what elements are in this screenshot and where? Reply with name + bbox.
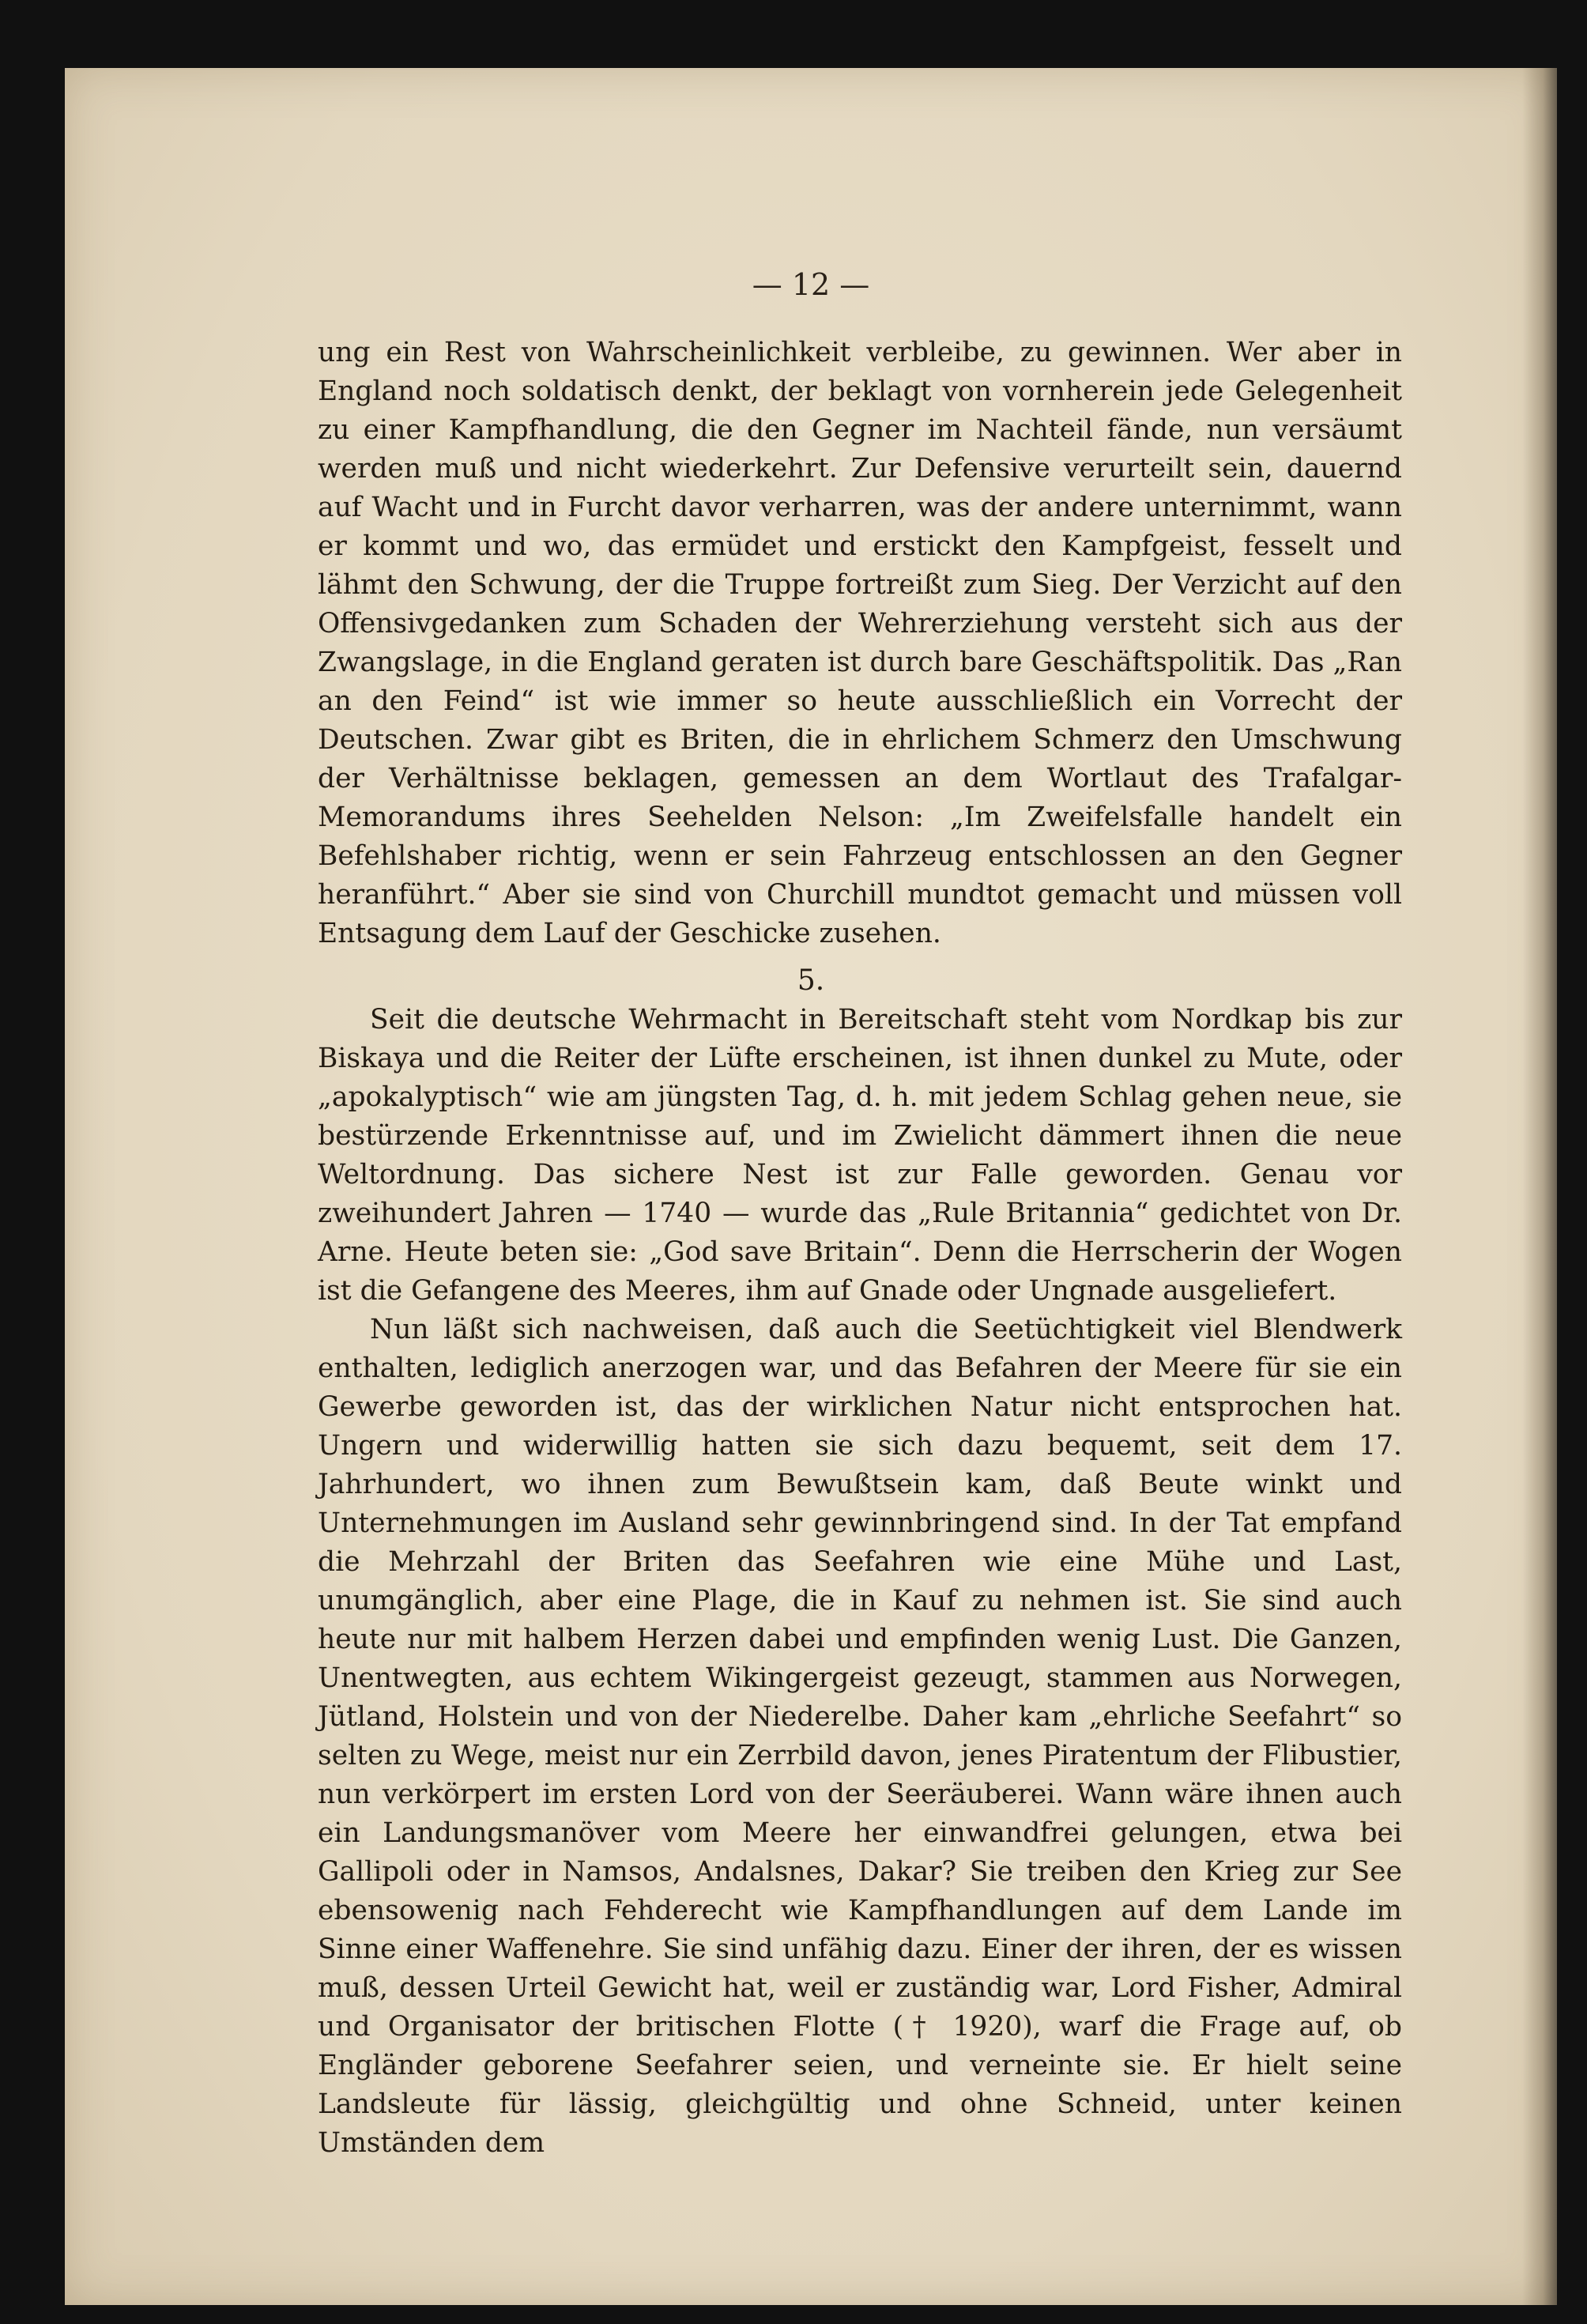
section-4-text: [318, 334, 1402, 953]
page-spine-shadow: [1522, 68, 1557, 2305]
paragraph: Seit die deutsche Wehrmacht in Bereitschaft steht vom Nordkap bis zur Biskaya und die Reiter der Lüfte erscheinen, ist ihnen dunkel zu Mute, oder „apokalyptisch“ wie am jüngsten Tag, d. h. mit jedem Schlag gehen neue, sie bestürzende Erkenntnisse auf, und im Zwielicht dämmert ihnen die neue Weltordnung. Das sichere Nest ist zur Falle geworden. Genau vor zweihundert Jahren — 1740 — wurde das „Rule Britannia“ gedichtet von Dr. Arne. Heute beten sie: „God save Britain“. Denn die Herrscherin der Wogen ist die Gefangene des Meeres, ihm auf Gnade oder Ungnade ausgeliefert.: [318, 1004, 1402, 1307]
paragraph: ung ein Rest von Wahrscheinlichkeit verbleibe, zu gewinnen. Wer aber in England noch soldatisch denkt, der beklagt von vornherein jede Gelegenheit zu einer Kampfhandlung, die den Gegner im Nachteil fände, nun versäumt werden muß und nicht wiederkehrt. Zur Defensive verurteilt sein, dauernd auf Wacht und in Furcht davor verharren, was der andere unternimmt, wann er kommt und wo, das ermüdet und erstickt den Kampfgeist, fesselt und lähmt den Schwung, der die Truppe fortreißt zum Sieg. Der Verzicht auf den Offensivgedanken zum Schaden der Wehrerziehung versteht sich aus der Zwangslage, in die England geraten ist durch bare Geschäftspolitik. Das „Ran an den Feind“ ist wie immer so heute ausschließlich ein Vorrecht der Deutschen. Zwar gibt es Briten, die in ehrlichem Schmerz den Umschwung der Verhältnisse beklagen, gemessen an dem Wortlaut des Trafalgar-Memorandums ihres Seehelden Nelson: „Im Zweifelsfalle handelt ein Befehlshaber richtig, wenn er sein Fahrzeug entschlossen an den Gegner heranführt.“ Aber sie sind von Churchill mundtot gemacht und müssen voll Entsagung dem Lauf der Geschicke zusehen.: [318, 337, 1402, 949]
section-5-text: [318, 1001, 1402, 2163]
book-page: [65, 68, 1557, 2305]
section-heading: 5.: [797, 964, 825, 997]
paragraph: Nun läßt sich nachweisen, daß auch die Seetüchtigkeit viel Blendwerk enthalten, lediglich anerzogen war, und das Befahren der Meere für sie ein Gewerbe geworden ist, das der wirklichen Natur nicht entsprochen hat. Ungern und widerwillig hatten sie sich dazu bequemt, seit dem 17. Jahrhundert, wo ihnen zum Bewußtsein kam, daß Beute winkt und Unternehmungen im Ausland sehr gewinnbringend sind. In der Tat empfand die Mehrzahl der Briten das Seefahren wie eine Mühe und Last, unumgänglich, aber eine Plage, die in Kauf zu nehmen ist. Sie sind auch heute nur mit halbem Herzen dabei und empfinden wenig Lust. Die Ganzen, Unentwegten, aus echtem Wikingergeist gezeugt, stammen aus Norwegen, Jütland, Holstein und von der Niederelbe. Daher kam „ehrliche Seefahrt“ so selten zu Wege, meist nur ein Zerrbild davon, jenes Piratentum der Flibustier, nun verkörpert im ersten Lord von der Seeräuberei. Wann wäre ihnen auch ein Landungsmanöver vom Meere her einwandfrei gelungen, etwa bei Gallipoli oder in Namsos, Andalsnes, Dakar? Sie treiben den Krieg zur See ebensowenig nach Fehderecht wie Kampfhandlungen auf dem Lande im Sinne einer Waffenehre. Sie sind unfähig dazu. Einer der ihren, der es wissen muß, dessen Urteil Gewicht hat, weil er zuständig war, Lord Fisher, Admiral und Organisator der britischen Flotte († 1920), warf die Frage auf, ob Engländer geborene Seefahrer seien, und verneinte sie. Er hielt seine Landsleute für lässig, gleichgültig und ohne Schneid, unter keinen Umständen dem: [318, 1314, 1402, 2159]
page-number: — 12 —: [752, 267, 870, 302]
